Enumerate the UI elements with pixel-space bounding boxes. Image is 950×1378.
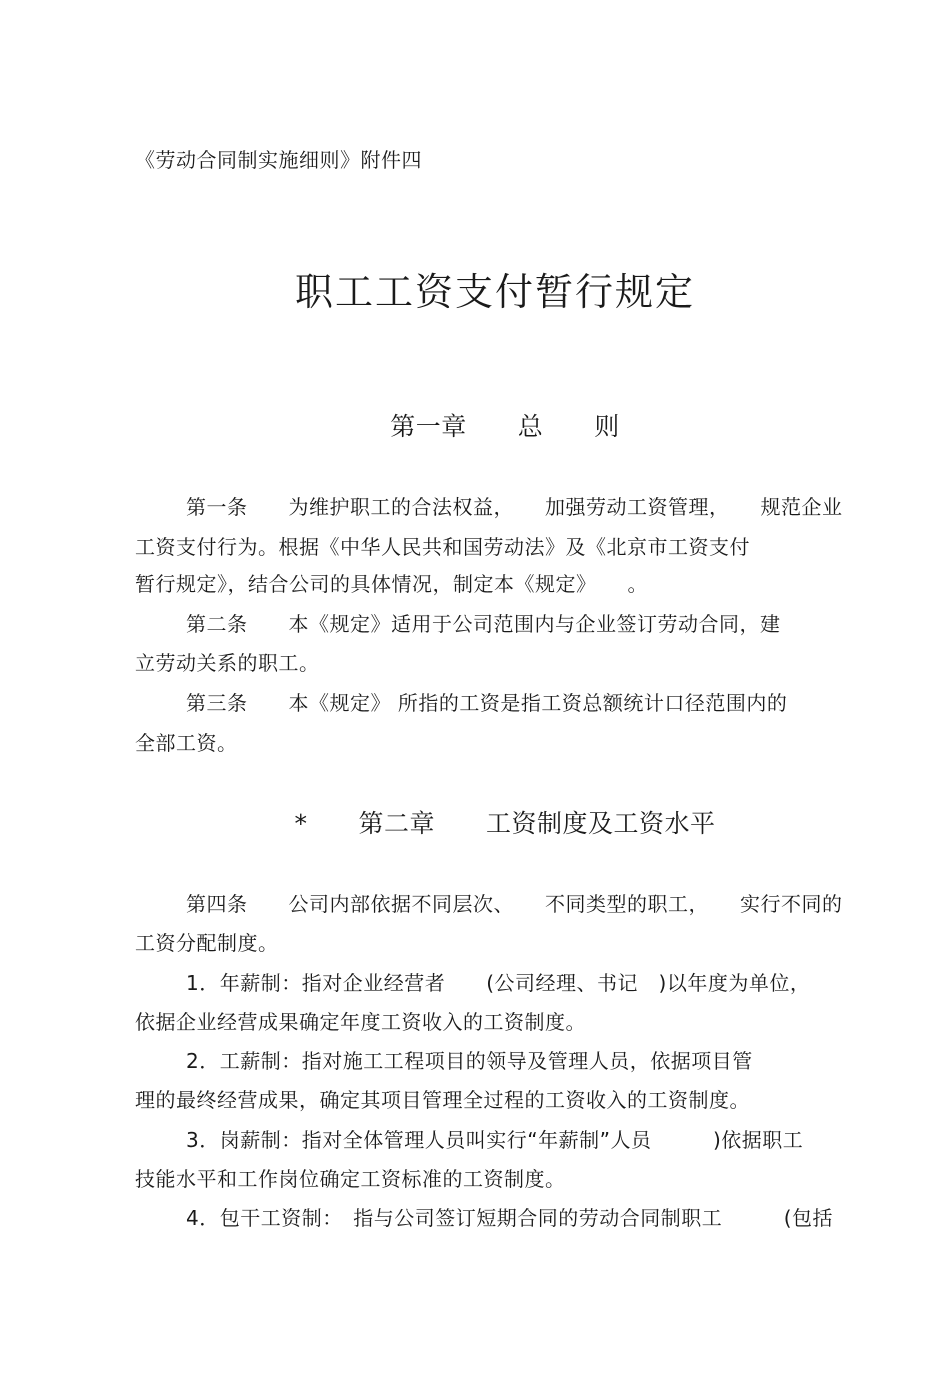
article-1-line-2: 工资支付行为。根据《中华人民共和国劳动法》及《北京市工资支付 <box>135 535 750 559</box>
chapter-2-heading: * 第二章 工资制度及工资水平 <box>294 809 716 838</box>
document-title: 职工工资支付暂行规定 <box>294 270 695 314</box>
item-2-line-1: 2．工薪制：指对施工工程项目的领导及管理人员，依据项目管 <box>186 1049 753 1073</box>
article-3-line-1: 第三条 本《规定》 所指的工资是指工资总额统计口径范围内的 <box>186 691 788 715</box>
article-4-line-2: 工资分配制度。 <box>135 931 279 955</box>
article-2-line-2: 立劳动关系的职工。 <box>135 651 320 675</box>
article-2-line-1: 第二条 本《规定》适用于公司范围内与企业签订劳动合同，建 <box>186 612 781 636</box>
article-4-line-1: 第四条 公司内部依据不同层次、 不同类型的职工， 实行不同的 <box>186 892 843 916</box>
chapter-1-heading: 第一章 总 则 <box>390 412 620 441</box>
article-1-line-3: 暂行规定》，结合公司的具体情况，制定本《规定》 。 <box>135 572 648 596</box>
item-3-line-1: 3．岗薪制：指对全体管理人员叫实行“年薪制”人员 )依据职工 <box>186 1128 804 1152</box>
item-1-line-1: 1．年薪制：指对企业经营者 (公司经理、书记 )以年度为单位， <box>186 971 811 995</box>
attachment-note: 《劳动合同制实施细则》附件四 <box>135 148 422 172</box>
item-2-line-2: 理的最终经营成果，确定其项目管理全过程的工资收入的工资制度。 <box>135 1088 750 1112</box>
item-3-line-2: 技能水平和工作岗位确定工资标准的工资制度。 <box>135 1167 566 1191</box>
article-3-line-2: 全部工资。 <box>135 731 238 755</box>
article-1-line-1: 第一条 为维护职工的合法权益， 加强劳动工资管理， 规范企业 <box>186 495 843 519</box>
item-1-line-2: 依据企业经营成果确定年度工资收入的工资制度。 <box>135 1010 586 1034</box>
item-4-line-1: 4．包干工资制： 指与公司签订短期合同的劳动合同制职工 (包括 <box>186 1206 834 1230</box>
